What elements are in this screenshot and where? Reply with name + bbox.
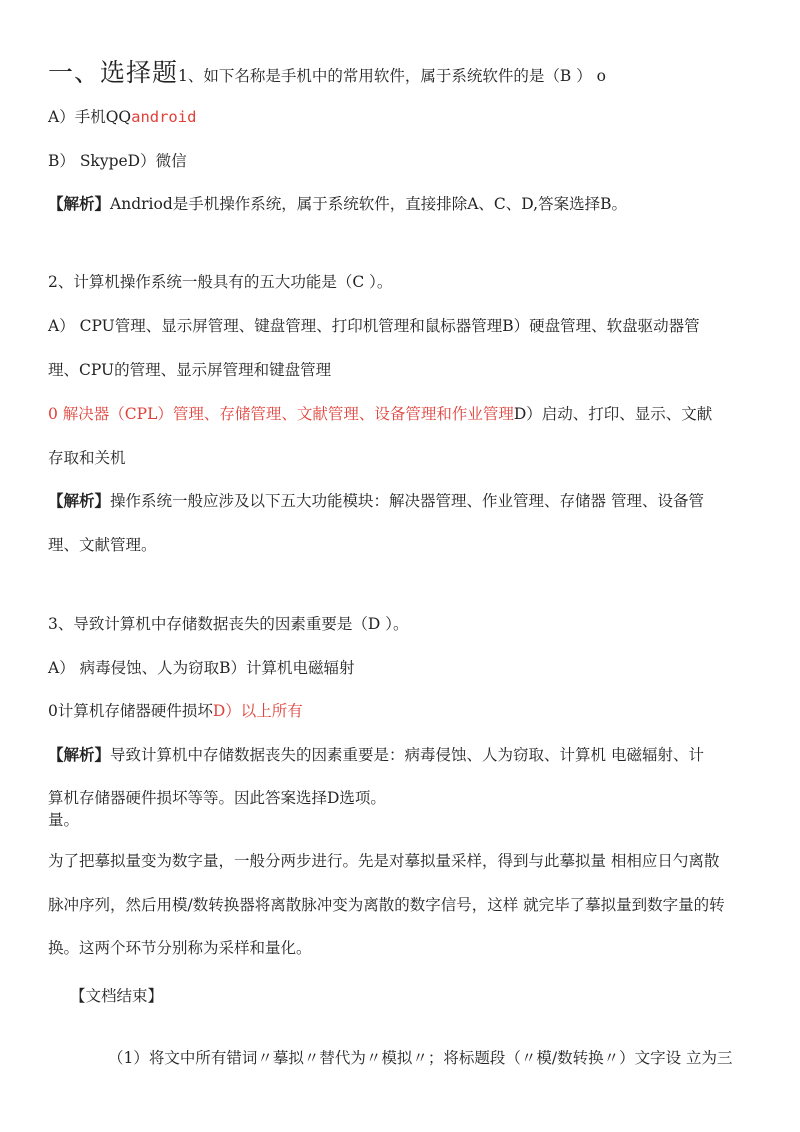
q3-question: 3、导致计算机中存储数据丧失的因素重要是（D ）。 [48, 615, 409, 633]
q2-options-line2 [48, 360, 760, 380]
q2-analysis-1: 操作系统一般应涉及以下五大功能模块：解决器管理、作业管理、存储器 管理、设备管 [110, 492, 704, 510]
tail-fragment: 量。 [48, 811, 80, 829]
q2-options-line1 [48, 316, 760, 336]
q2-analysis-tag: 【解析】 [48, 491, 111, 510]
tail-fragment-line [48, 810, 760, 830]
q1-question: 1、如下名称是手机中的常用软件，属于系统软件的是（B ） o [178, 67, 606, 85]
tail-para-2: 脉冲序列，然后用模/数转换器将离散脉冲变为离散的数字信号，这样 就完毕了摹拟量到数字量的转 [48, 896, 725, 914]
q3-options-2-black: 0计算机存储器硬件损坏 [48, 702, 213, 720]
q3-question-line [48, 614, 760, 634]
q3-analysis-1: 导致计算机中存储数据丧失的因素重要是：病毒侵蚀、人为窃取、计算机 电磁辐射、计 [110, 746, 704, 764]
q2-analysis-line2 [48, 535, 760, 555]
q2-options-3-red: 0 解决器（CPL）管理、存储管理、文献管理、设备管理和作业管理 [48, 405, 514, 423]
q3-analysis-tag: 【解析】 [48, 745, 111, 764]
q1-option-b: B） SkypeD）微信 [48, 152, 187, 170]
tail-para-line2 [48, 895, 760, 915]
q3-analysis-line1 [48, 745, 760, 765]
q1-analysis-tag: 【解析】 [48, 194, 111, 213]
q3-options-line2 [48, 701, 760, 721]
q2-analysis-2: 理、文献管理。 [48, 536, 157, 554]
q1-analysis-line [48, 194, 760, 214]
tail-para-1: 为了把摹拟量变为数字量，一般分两步进行。先是对摹拟量采样，得到与此摹拟量 相相应日勺离散 [48, 852, 720, 870]
q1-option-b-line [48, 151, 760, 171]
doc-end-line [70, 986, 760, 1006]
q1-option-a: A）手机QQ [48, 108, 132, 126]
q2-options-4: 存取和关机 [48, 449, 126, 467]
q2-question: 2、计算机操作系统一般具有的五大功能是（C ）。 [48, 273, 393, 291]
q1-title-line [48, 58, 760, 91]
q3-options-1: A） 病毒侵蚀、人为窃取B）计算机电磁辐射 [48, 659, 355, 677]
q3-analysis-line2 [48, 788, 760, 808]
q3-options-line1 [48, 658, 760, 678]
q2-options-line4 [48, 448, 760, 468]
q3-options-2-red: D）以上所有 [212, 702, 303, 720]
q2-options-2: 理、CPU的管理、显示屏管理和键盘管理 [48, 361, 332, 379]
q1-analysis: Andriod是手机操作系统，属于系统软件，直接排除A、C、D,答案选择B。 [110, 195, 627, 213]
tail-para-line1 [48, 851, 760, 871]
q2-options-1: A） CPU管理、显示屏管理、键盘管理、打印机管理和鼠标器管理B）硬盘管理、软盘驱动器管 [48, 317, 700, 335]
q2-analysis-line1 [48, 491, 760, 511]
tail-para-line3 [48, 938, 760, 958]
doc-end: 【文档结束】 [70, 987, 164, 1005]
tail-para-3: 换。这两个环节分别称为采样和量化。 [48, 939, 312, 957]
instruction-line [108, 1048, 760, 1068]
q2-question-line [48, 272, 760, 292]
q2-options-3-rest: D）启动、打印、显示、文献 [513, 405, 713, 423]
q1-option-a-red: android [131, 108, 197, 126]
q3-analysis-2: 算机存储器硬件损坏等等。因此答案选择D选项。 [48, 789, 386, 807]
instruction: （1）将文中所有错词〃摹拟〃替代为〃模拟〃；将标题段（〃模/数转换〃）文字设 立为三 [108, 1049, 733, 1067]
q1-option-a-line [48, 107, 760, 127]
section-title: 一、选择题 [48, 58, 179, 87]
q2-options-line3 [48, 404, 760, 424]
